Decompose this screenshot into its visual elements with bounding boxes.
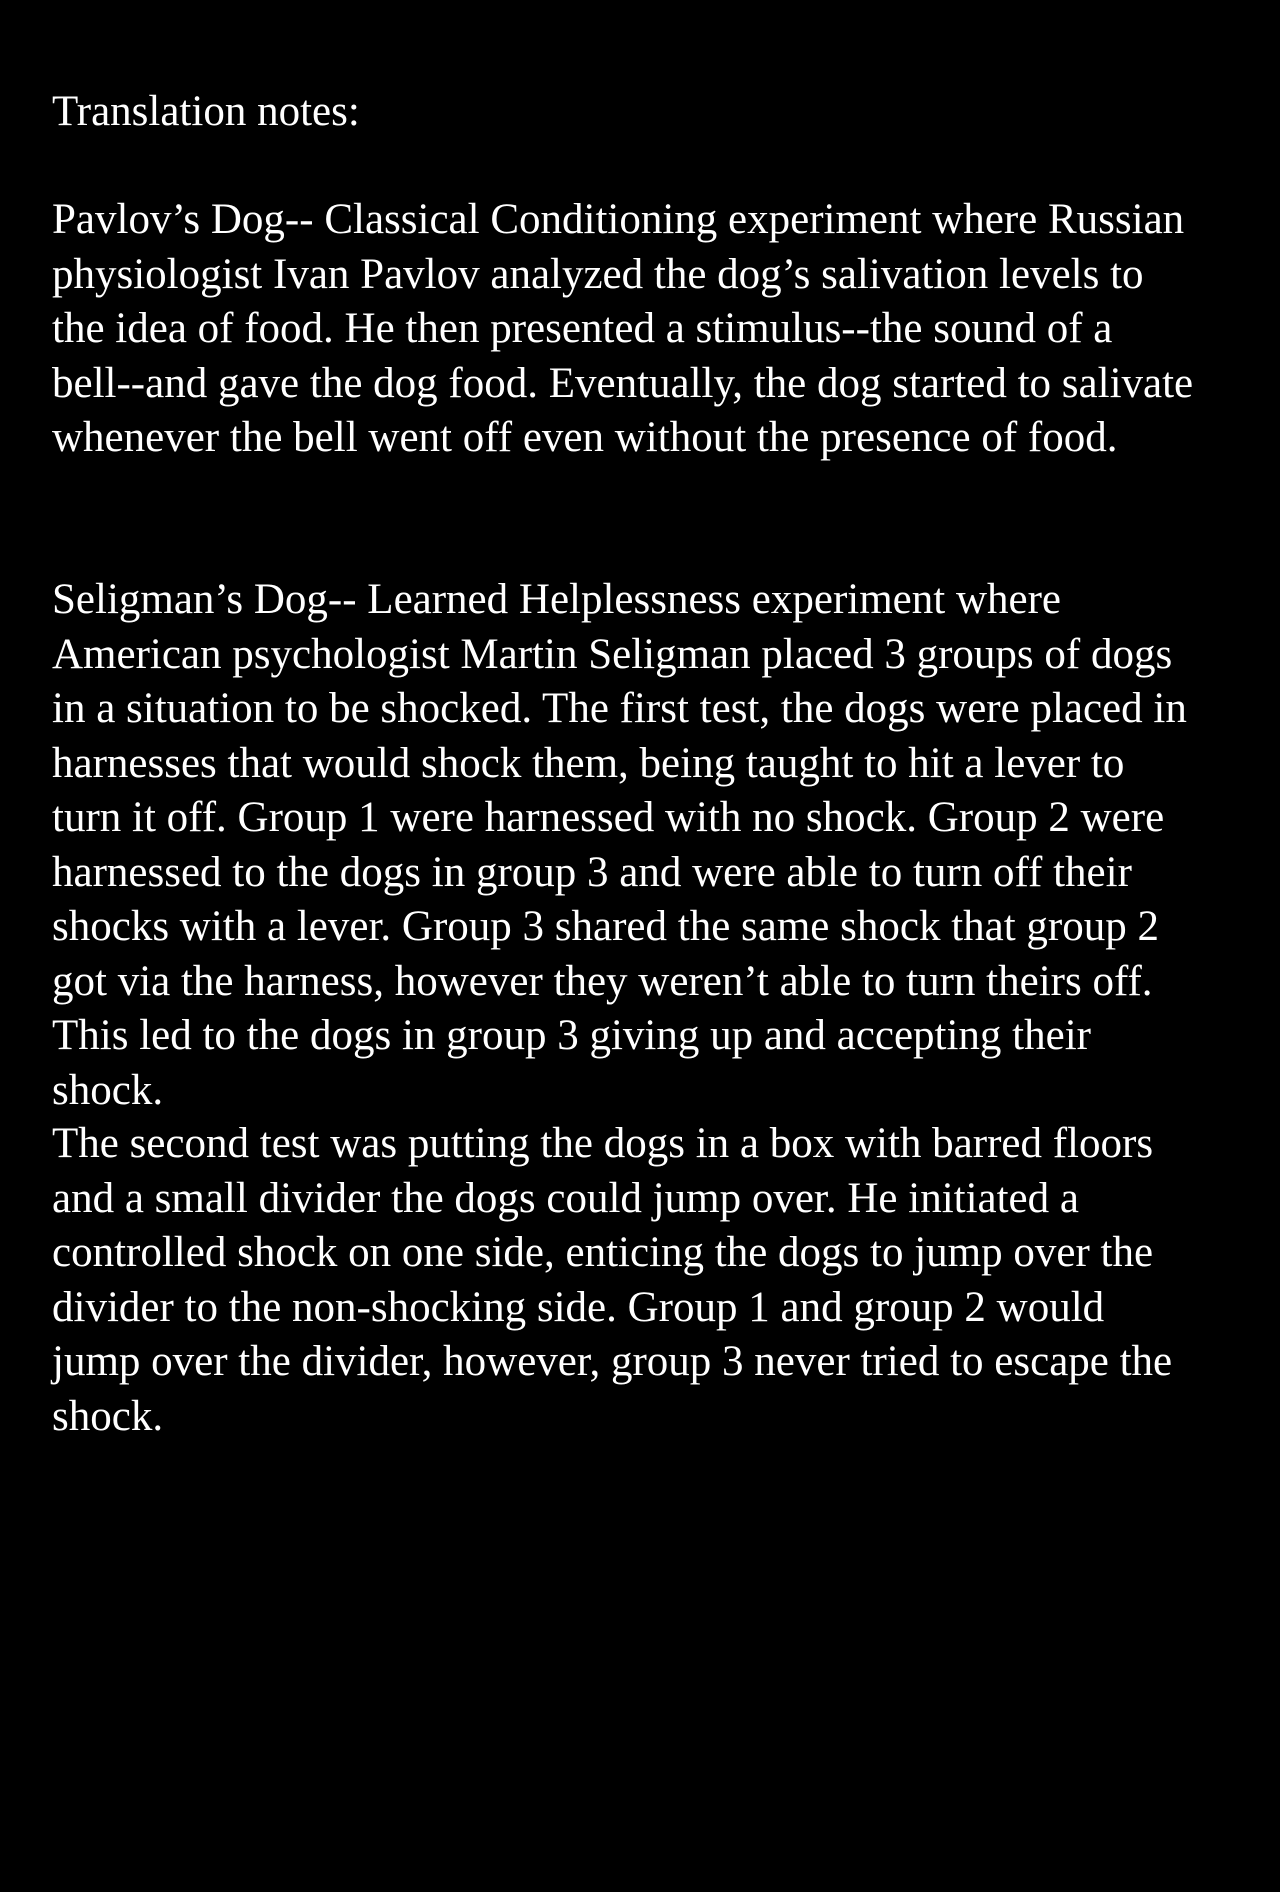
paragraph-line: harnessed to the dogs in group 3 and were able to turn off their — [52, 848, 1132, 896]
paragraph-line: physiologist Ivan Pavlov analyzed the dog’s salivation levels to — [52, 250, 1144, 298]
paragraph-line: Seligman’s Dog-- Learned Helplessness experiment where — [52, 576, 1061, 623]
paragraph-line: shock. — [52, 1392, 164, 1440]
page-heading: Translation notes: — [52, 88, 360, 135]
paragraph-line: and a small divider the dogs could jump over. He initiated a — [52, 1174, 1079, 1222]
paragraph-line: in a situation to be shocked. The first test, the dogs were placed in — [52, 685, 1187, 732]
pavlov-paragraph — [52, 193, 1267, 466]
paragraph-line: harnesses that would shock them, being taught to hit a lever to — [52, 739, 1125, 787]
second-test-paragraph — [52, 1117, 1267, 1444]
paragraph-line: American psychologist Martin Seligman placed 3 groups of dogs — [52, 630, 1173, 678]
paragraph-line: shocks with a lever. Group 3 shared the same shock that group 2 — [52, 903, 1159, 950]
paragraph-line: turn it off. Group 1 were harnessed with no shock. Group 2 were — [52, 794, 1165, 841]
paragraph-line: bell--and gave the dog food. Eventually, the dog started to salivate — [52, 359, 1194, 407]
paragraph-line: got via the harness, however they weren’t able to turn theirs off. — [52, 957, 1153, 1005]
paragraph-line: controlled shock on one side, enticing the dogs to jump over the — [52, 1229, 1154, 1276]
paragraph-line: whenever the bell went off even without the presence of food. — [52, 414, 1118, 461]
paragraph-line: jump over the divider, however, group 3 never tried to escape the — [52, 1338, 1173, 1385]
seligman-paragraph — [52, 573, 1267, 1118]
paragraph-line: divider to the non-shocking side. Group 1 and group 2 would — [52, 1283, 1105, 1331]
paragraph-line: The second test was putting the dogs in a box with barred floors — [52, 1120, 1154, 1167]
paragraph-line: shock. — [52, 1066, 164, 1114]
paragraph-line: This led to the dogs in group 3 giving up and accepting their — [52, 1012, 1091, 1059]
paragraph-line: Pavlov’s Dog-- Classical Conditioning experiment where Russian — [52, 196, 1185, 243]
paragraph-line: the idea of food. He then presented a stimulus--the sound of a — [52, 305, 1113, 352]
